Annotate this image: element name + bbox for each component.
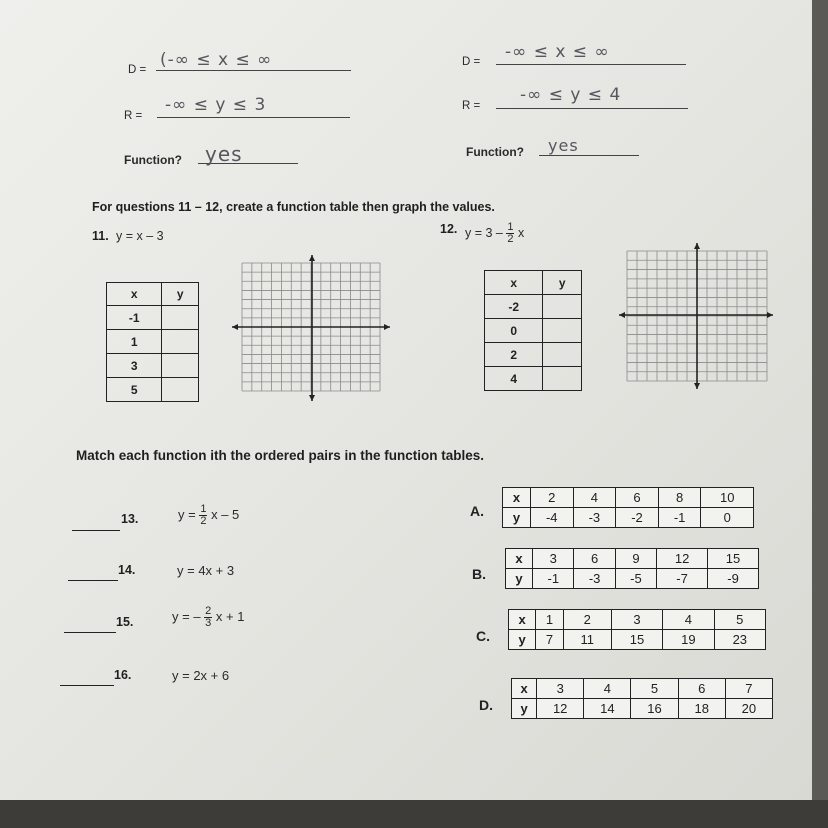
q16-number: 16.	[114, 668, 132, 682]
table-cell: 12	[657, 549, 708, 569]
q11-x-cell: 3	[107, 354, 162, 378]
q11-function-table	[106, 282, 199, 402]
table-cell: -3	[573, 508, 616, 528]
q12-number: 12.	[440, 222, 458, 236]
q11-coordinate-grid[interactable]	[232, 255, 392, 403]
q11-x-cell: 1	[107, 330, 162, 354]
table-cell: 3	[537, 679, 584, 699]
q16-equation: y = 2x + 6	[172, 668, 230, 683]
answer-blank-13[interactable]	[72, 530, 120, 531]
table-cell: 7	[725, 679, 772, 699]
desk-surface	[0, 800, 828, 828]
table-d-letter: D.	[479, 697, 493, 713]
q15-eq-rhs: x + 1	[215, 608, 245, 624]
table-cell: -3	[574, 569, 615, 589]
fraction-denominator: 2	[200, 515, 207, 527]
match-table-c	[508, 609, 766, 650]
table-cell: 3	[611, 610, 662, 630]
domain-label-right: D =	[462, 56, 481, 68]
q12-y-cell[interactable]	[543, 295, 582, 319]
fraction-denominator: 2	[507, 233, 514, 245]
table-cell: 10	[701, 488, 754, 508]
table-cell: 4	[573, 488, 616, 508]
q12-x-cell: -2	[485, 295, 543, 319]
function-answer-left: yes	[205, 142, 243, 166]
x-axis-arrow-icon	[767, 312, 773, 318]
range-label-left: R =	[124, 110, 143, 122]
q11-number: 11.	[92, 229, 109, 243]
fraction-numerator: 2	[205, 605, 212, 617]
x-axis-arrow-icon	[232, 324, 238, 330]
table-cell: -7	[657, 569, 708, 589]
fraction-numerator: 1	[200, 503, 207, 515]
q12-fraction	[506, 222, 514, 245]
y-axis-arrow-icon	[694, 243, 700, 249]
fraction-denominator: 3	[205, 617, 212, 629]
q13-number: 13.	[121, 512, 139, 526]
fraction-numerator: 1	[507, 221, 514, 233]
table-row-label: y	[512, 699, 537, 719]
range-answer-left: -∞ ≤ y ≤ 3	[165, 95, 267, 115]
q11-y-cell[interactable]	[162, 330, 199, 354]
y-axis-arrow-icon	[309, 395, 315, 401]
q11-x-cell: 5	[107, 378, 162, 402]
q14-equation: y = 4x + 3	[177, 563, 235, 578]
table-cell: 9	[615, 549, 656, 569]
table-cell: 5	[714, 610, 765, 630]
q12-x-cell: 0	[485, 319, 543, 343]
table-row-label: y	[503, 508, 531, 528]
table-cell: 12	[537, 699, 584, 719]
range-label-right: R =	[462, 100, 481, 112]
table-cell: -2	[616, 508, 659, 528]
table-cell: -1	[533, 569, 574, 589]
q11-y-cell[interactable]	[162, 306, 199, 330]
q15-fraction	[204, 606, 212, 629]
range-line-right	[496, 108, 688, 109]
q11-x-cell: -1	[107, 306, 162, 330]
q12-x-cell: 4	[485, 367, 543, 391]
y-axis-arrow-icon	[309, 255, 315, 261]
table-b-letter: B.	[472, 566, 486, 582]
q13-fraction	[199, 504, 207, 527]
table-cell: 23	[714, 630, 765, 650]
q12-coordinate-grid[interactable]	[619, 243, 775, 391]
table-cell: 6	[616, 488, 659, 508]
function-label-right: Function?	[466, 145, 524, 159]
table-cell: 8	[658, 488, 701, 508]
q12-header-y: y	[543, 271, 582, 295]
x-axis-arrow-icon	[619, 312, 625, 318]
domain-answer-left: (-∞ ≤ x ≤ ∞	[160, 50, 273, 70]
table-row-label: x	[512, 679, 537, 699]
q12-eq-prefix: y = 3 –	[465, 225, 503, 240]
table-cell: 19	[663, 630, 714, 650]
q12-y-cell[interactable]	[543, 343, 582, 367]
table-cell: 14	[584, 699, 631, 719]
table-cell: -1	[658, 508, 701, 528]
domain-line-left	[156, 70, 351, 71]
q11-y-cell[interactable]	[162, 354, 199, 378]
range-line-left	[157, 117, 350, 118]
q12-y-cell[interactable]	[543, 319, 582, 343]
table-cell: 18	[678, 699, 725, 719]
table-cell: 1	[536, 610, 563, 630]
table-cell: 5	[631, 679, 678, 699]
table-row-label: x	[503, 488, 531, 508]
table-cell: 3	[533, 549, 574, 569]
table-cell: 11	[563, 630, 611, 650]
match-table-b	[505, 548, 759, 589]
domain-line-right	[496, 64, 686, 65]
q12-y-cell[interactable]	[543, 367, 582, 391]
q14-number: 14.	[118, 563, 136, 577]
q11-header-y: y	[162, 283, 199, 306]
table-c-letter: C.	[476, 628, 490, 644]
table-cell: 20	[725, 699, 772, 719]
table-cell: 15	[708, 549, 759, 569]
table-cell: -9	[708, 569, 759, 589]
table-cell: 4	[663, 610, 714, 630]
graph-instructions: For questions 11 – 12, create a function table then graph the values.	[92, 200, 495, 214]
table-cell: 4	[584, 679, 631, 699]
q13-eq-rhs: x – 5	[211, 506, 240, 522]
match-table-a	[502, 487, 754, 528]
table-a-letter: A.	[470, 503, 484, 519]
q11-equation: y = x – 3	[116, 229, 164, 243]
q12-eq-suffix: x	[517, 225, 525, 240]
table-row-label: x	[506, 549, 533, 569]
q13-eq-lhs: y =	[178, 506, 196, 522]
domain-label-left: D =	[128, 64, 147, 76]
table-cell: -4	[530, 508, 573, 528]
table-cell: 15	[611, 630, 662, 650]
q11-header-x: x	[107, 283, 162, 306]
table-row-label: y	[506, 569, 533, 589]
x-axis-arrow-icon	[384, 324, 390, 330]
y-axis-arrow-icon	[694, 383, 700, 389]
range-answer-right: -∞ ≤ y ≤ 4	[520, 85, 622, 105]
match-title: Match each function ith the ordered pairs in the function tables.	[76, 448, 485, 463]
table-cell: 2	[563, 610, 611, 630]
function-line-right	[539, 155, 639, 156]
q12-x-cell: 2	[485, 343, 543, 367]
table-cell: 6	[574, 549, 615, 569]
q12-header-x: x	[485, 271, 543, 295]
answer-blank-15[interactable]	[64, 632, 116, 633]
table-cell: 6	[678, 679, 725, 699]
q15-number: 15.	[116, 615, 134, 629]
table-cell: 0	[701, 508, 754, 528]
table-cell: 2	[530, 488, 573, 508]
q15-eq-lhs: y = –	[172, 608, 201, 624]
function-label-left: Function?	[124, 153, 182, 167]
answer-blank-14[interactable]	[68, 580, 118, 581]
function-answer-right: yes	[548, 136, 579, 155]
table-row-label: x	[509, 610, 536, 630]
table-cell: -5	[615, 569, 656, 589]
table-cell: 16	[631, 699, 678, 719]
q12-function-table	[484, 270, 582, 391]
q12-equation	[465, 222, 524, 245]
table-cell: 7	[536, 630, 563, 650]
domain-answer-right: -∞ ≤ x ≤ ∞	[505, 42, 610, 62]
q11-y-cell[interactable]	[162, 378, 199, 402]
table-row-label: y	[509, 630, 536, 650]
match-table-d	[511, 678, 773, 719]
q15-equation	[172, 606, 244, 629]
q13-equation	[178, 504, 239, 527]
answer-blank-16[interactable]	[60, 685, 114, 686]
